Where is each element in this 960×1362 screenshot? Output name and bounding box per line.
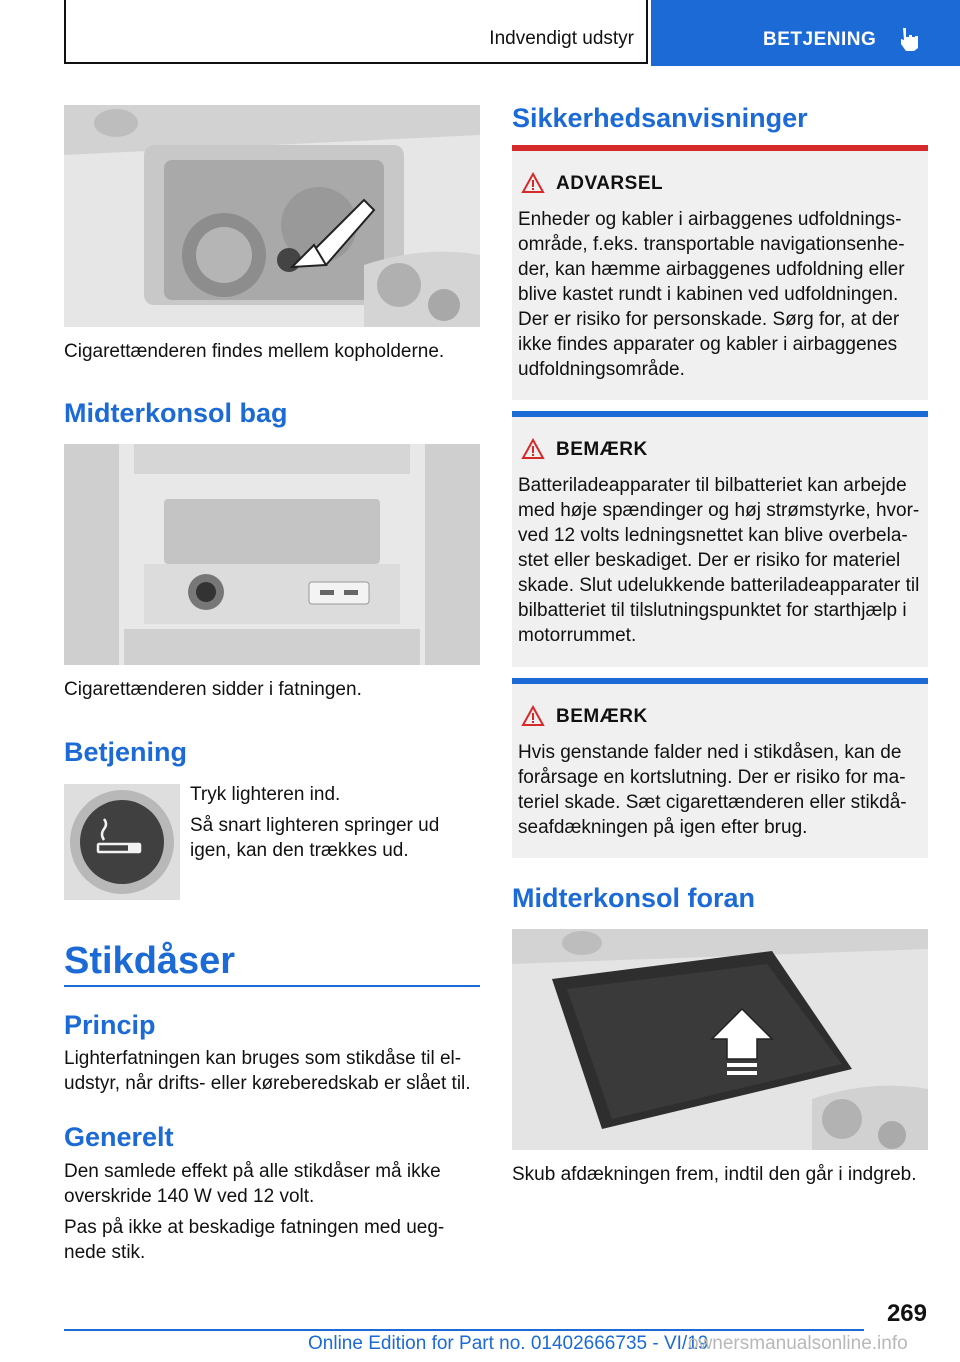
chapter-title: Indvendigt udstyr — [489, 28, 634, 49]
betjening-step-2-line1: Så snart lighteren springer ud — [190, 815, 440, 836]
heading-betjening: Betjening — [64, 737, 188, 767]
generelt-p2-line1: Pas på ikke at beskadige fatningen med ueg- — [64, 1217, 445, 1238]
note-notice-charger — [512, 411, 928, 667]
caution-triangle-icon — [521, 438, 545, 460]
warning-label: ADVARSEL — [556, 173, 664, 194]
edition-text: Online Edition for Part no. 01402666735 - VI/19 — [308, 1333, 709, 1354]
heading-midterkonsol-foran: Midterkonsol foran — [512, 883, 756, 913]
note-label: BEMÆRK — [556, 706, 648, 727]
betjening-step-2-line2: igen, kan den trækkes ud. — [190, 840, 409, 861]
heading-midterkonsol-bag: Midterkonsol bag — [64, 398, 288, 428]
note-text: Batteriladeapparater til bilbatteriet kan arbejde med høje spændinger og høj strømstyrke, hvor- ved 12 volts ledningsnettet kan blive overbela- stet eller beskadiget. Der er risiko for materiel skade. Slut udelukkende batteriladeapparater til bilbatteriet til tilslutningspunktet for starthjælp i motorrummet. — [518, 475, 920, 646]
heading-underline — [64, 985, 480, 987]
heading-princip: Princip — [64, 1010, 156, 1040]
header-section-tab — [651, 0, 960, 66]
note-notice-socket — [512, 678, 928, 858]
warning-notice — [512, 145, 928, 400]
caption-cupholder: Cigarettænderen findes mellem kopholderne. — [64, 341, 445, 362]
caution-triangle-icon — [521, 705, 545, 727]
header-chapter-box — [64, 0, 648, 64]
heading-generelt: Generelt — [64, 1122, 174, 1152]
section-title: BETJENING — [763, 29, 877, 50]
watermark-text: ownersmanualsonline.info — [688, 1333, 908, 1354]
cigarette-lighter-button-photo — [64, 784, 180, 900]
heading-stikdaaser: Stikdåser — [64, 940, 236, 982]
page-number: 269 — [886, 1300, 927, 1327]
pointing-hand-icon — [897, 26, 921, 52]
warning-triangle-icon — [521, 172, 545, 194]
betjening-step-1: Tryk lighteren ind. — [190, 784, 341, 805]
princip-line1: Lighterfatningen kan bruges som stikdåse til el- — [64, 1048, 462, 1069]
caption-front-cover: Skub afdækningen frem, indtil den går i indgreb. — [512, 1164, 917, 1185]
generelt-p1-line2: overskride 140 W ved 12 volt. — [64, 1186, 315, 1207]
note-label: BEMÆRK — [556, 439, 648, 460]
caption-socket: Cigarettænderen sidder i fatningen. — [64, 679, 362, 700]
front-console-cover-photo — [512, 929, 928, 1150]
heading-sikkerhedsanvisninger: Sikkerhedsanvisninger — [512, 103, 808, 133]
center-console-cupholder-photo — [64, 105, 480, 327]
princip-line2: udstyr, når drifts- eller køreberedskab er slået til. — [64, 1073, 471, 1094]
generelt-p1-line1: Den samlede effekt på alle stikdåser må ikke — [64, 1161, 441, 1182]
footer-rule — [64, 1329, 864, 1331]
rear-console-socket-photo — [64, 444, 480, 665]
warning-text: Enheder og kabler i airbaggenes udfoldnings- område, f.eks. transportable navigationsenhe- der, kan hæmme airbaggenes udfoldning eller blive kastet rundt i kabinen ved udfoldningen. Der er risiko for personskade. Sørg for, at der ikke findes apparater og kabler i airbaggenes udfoldningsområde. — [518, 209, 905, 380]
note-text: Hvis genstande falder ned i stikdåsen, kan de forårsage en kortslutning. Der er risiko for ma- teriel skade. Sæt cigarettænderen eller stikdå- seafdækningen på igen efter brug. — [518, 742, 907, 838]
generelt-p2-line2: nede stik. — [64, 1242, 146, 1263]
